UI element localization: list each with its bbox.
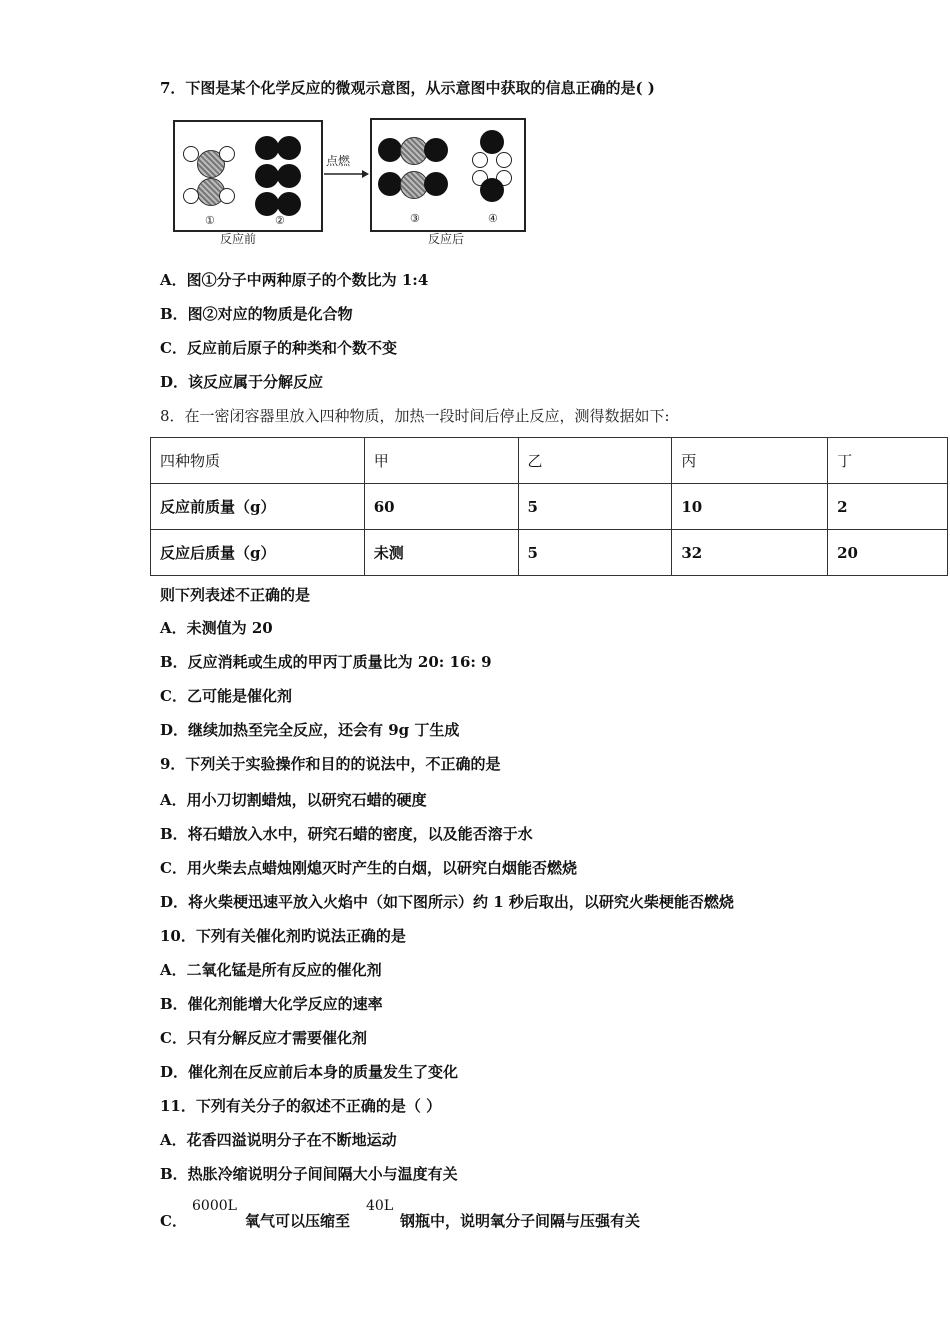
table-cell: 反应前质量（g） <box>151 484 365 530</box>
reaction-diagram <box>170 112 540 252</box>
q11-stem: 11．下列有关分子的叙述不正确的是（ ） <box>160 1097 442 1115</box>
oxygen-atom <box>277 192 301 216</box>
q8-ask: 则下列表述不正确的是 <box>160 586 311 604</box>
table-cell: 丙 <box>672 438 828 484</box>
q7-option-a: A．图①分子中两种原子的个数比为 1:4 <box>160 271 429 289</box>
table-row <box>151 530 948 576</box>
q7-option-b: B．图②对应的物质是化合物 <box>160 305 353 323</box>
molecule-hydrogen-atom <box>219 188 235 204</box>
q9-option-b: B．将石蜡放入水中，研究石蜡的密度，以及能否溶于水 <box>160 825 533 843</box>
q7-stem: 7．下图是某个化学反应的微观示意图，从示意图中获取的信息正确的是( ) <box>160 79 655 97</box>
mass-data-table <box>150 437 948 576</box>
marker-4: ④ <box>488 212 498 225</box>
before-label: 反应前 <box>220 232 257 246</box>
q11-option-b: B．热胀冷缩说明分子间间隔大小与温度有关 <box>160 1165 458 1183</box>
table-cell: 10 <box>672 484 828 530</box>
q8-option-b: B．反应消耗或生成的甲丙丁质量比为 20: 16: 9 <box>160 653 492 671</box>
q11-option-a: A．花香四溢说明分子在不断地运动 <box>160 1131 397 1149</box>
oxygen-atom <box>255 136 279 160</box>
table-cell: 丁 <box>828 438 948 484</box>
table-row <box>151 484 948 530</box>
arrow-label: 点燃 <box>326 154 351 168</box>
q10-option-a: A．二氧化锰是所有反应的催化剂 <box>160 961 382 979</box>
after-box <box>370 118 526 232</box>
oxygen-atom <box>378 172 402 196</box>
q8-option-d: D．继续加热至完全反应，还会有 9g 丁生成 <box>160 721 460 739</box>
marker-1: ① <box>205 214 215 227</box>
q9-option-c: C．用火柴去点蜡烛刚熄灭时产生的白烟，以研究白烟能否燃烧 <box>160 859 577 877</box>
oxygen-atom <box>277 164 301 188</box>
table-cell: 2 <box>828 484 948 530</box>
q8-stem: 8．在一密闭容器里放入四种物质，加热一段时间后停止反应，测得数据如下: <box>160 407 670 425</box>
table-cell: 32 <box>672 530 828 576</box>
table-header-row <box>151 438 948 484</box>
molecule-hydrogen-atom <box>183 146 199 162</box>
q11-volume-2: 40L <box>366 1198 394 1214</box>
table-cell: 反应后质量（g） <box>151 530 365 576</box>
marker-3: ③ <box>410 212 420 225</box>
q11-option-c-mid: 氧气可以压缩至 <box>245 1212 351 1230</box>
oxygen-atom <box>378 138 402 162</box>
before-box <box>173 120 323 232</box>
oxygen-atom <box>480 178 504 202</box>
table-cell: 四种物质 <box>151 438 365 484</box>
table-cell: 5 <box>518 530 672 576</box>
q10-stem: 10．下列有关催化剂旳说法正确的是 <box>160 927 406 945</box>
reaction-arrow-icon <box>322 168 370 180</box>
oxygen-atom <box>424 172 448 196</box>
oxygen-atom <box>480 130 504 154</box>
table-cell: 甲 <box>364 438 518 484</box>
hydrogen-atom <box>496 152 512 168</box>
molecule-hydrogen-atom <box>219 146 235 162</box>
q11-option-c-suffix: 钢瓶中，说明氧分子间隔与压强有关 <box>400 1212 641 1230</box>
oxygen-atom <box>277 136 301 160</box>
q11-option-c-prefix: C． <box>160 1212 187 1230</box>
q8-option-a: A．未测值为 20 <box>160 619 273 637</box>
q10-option-d: D．催化剂在反应前后本身的质量发生了变化 <box>160 1063 459 1081</box>
oxygen-atom <box>255 192 279 216</box>
table-cell: 未测 <box>364 530 518 576</box>
q10-option-b: B．催化剂能增大化学反应的速率 <box>160 995 383 1013</box>
q11-volume-1: 6000L <box>192 1198 237 1214</box>
table-cell: 60 <box>364 484 518 530</box>
hydrogen-atom <box>472 152 488 168</box>
q8-option-c: C．乙可能是催化剂 <box>160 687 292 705</box>
table-cell: 5 <box>518 484 672 530</box>
after-label: 反应后 <box>428 232 465 246</box>
q7-option-c: C．反应前后原子的种类和个数不变 <box>160 339 397 357</box>
table-cell: 乙 <box>518 438 672 484</box>
table-cell: 20 <box>828 530 948 576</box>
q9-stem: 9．下列关于实验操作和目的的说法中，不正确的是 <box>160 755 501 773</box>
oxygen-atom <box>255 164 279 188</box>
q7-option-d: D．该反应属于分解反应 <box>160 373 324 391</box>
q9-option-a: A．用小刀切割蜡烛，以研究石蜡的硬度 <box>160 791 427 809</box>
q9-option-d: D．将火柴梗迅速平放入火焰中（如下图所示）约 1 秒后取出，以研究火柴梗能否燃烧 <box>160 893 734 911</box>
marker-2: ② <box>275 214 285 227</box>
oxygen-atom <box>424 138 448 162</box>
q10-option-c: C．只有分解反应才需要催化剂 <box>160 1029 367 1047</box>
molecule-hydrogen-atom <box>183 188 199 204</box>
